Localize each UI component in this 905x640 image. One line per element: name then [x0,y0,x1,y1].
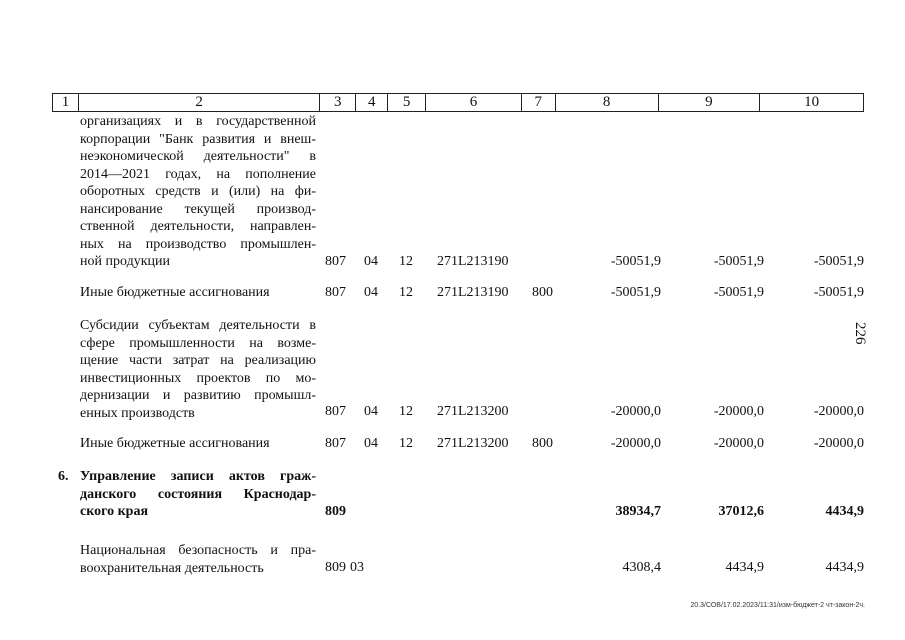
cell-col10: 4434,9 [825,560,864,575]
cell-col8: -50051,9 [610,254,661,269]
cell-col10: -20000,0 [813,436,864,451]
description-line: дернизации и развитию промышл- [80,388,316,403]
cell-col9: -20000,0 [713,436,764,451]
cell-col5: 12 [399,254,413,269]
description-line: сфере промышленности на возме- [80,335,316,351]
description-line: ных на производство промышлен- [80,236,316,252]
cell-col10: -50051,9 [813,285,864,300]
cell-col10: 4434,9 [825,504,864,519]
cell-col4: 04 [364,436,378,451]
footer-file-stamp: 20.3/СОВ/17.02.2023/11:31/изм-бюджет-2 чт-закон-2ч. [690,602,865,609]
cell-col4: 04 [364,404,378,419]
description-line: данского состояния Краснодар- [80,486,316,502]
cell-col10: -50051,9 [813,254,864,269]
description-line: 2014—2021 годах, на пополнение [80,166,316,182]
cell-col8: 38934,7 [615,504,661,519]
header-col-5: 5 [388,94,426,111]
page-number: 226 [852,322,868,345]
row-description [80,468,316,521]
cell-col10: -20000,0 [813,404,864,419]
description-line: енных производств [80,405,195,421]
cell-col4: 04 [364,254,378,269]
header-col-3: 3 [320,94,356,111]
row-description [80,317,316,422]
cell-col3: 809 [325,504,346,519]
cell-col4: 03 [350,560,364,575]
cell-col4: 04 [364,285,378,300]
header-col-7: 7 [522,94,556,111]
description-line: щение части затрат на реализацию [80,353,316,368]
header-col-2: 2 [79,94,320,111]
cell-col9: -20000,0 [713,404,764,419]
header-col-10: 10 [804,94,820,110]
cell-col9: 4434,9 [725,560,764,575]
row-description [80,542,316,577]
cell-col5: 12 [399,404,413,419]
cell-col3: 807 [325,404,346,419]
cell-col8: -20000,0 [610,404,661,419]
row-description [80,113,316,271]
description-line: Национальная безопасность и пра- [80,543,316,558]
cell-col7: 800 [532,436,553,451]
cell-col9: 37012,6 [718,504,764,519]
cell-col6: 271L213200 [437,436,509,451]
header-col-8: 8 [556,94,659,111]
cell-col7: 800 [532,285,553,300]
row-description: Иные бюджетные ассигнования [80,436,270,451]
description-line: ной продукции [80,254,170,269]
header-col-6: 6 [426,94,522,111]
description-line: Субсидии субъектам деятельности в [80,318,316,333]
cell-col6: 271L213190 [437,285,509,300]
description-line: воохранительная деятельность [80,560,264,576]
section-index: 6. [58,469,69,484]
cell-col8: -20000,0 [610,436,661,451]
description-line: организациях и в государственной [80,114,316,129]
cell-col6: 271L213200 [437,404,509,419]
cell-col5: 12 [399,285,413,300]
row-description: Иные бюджетные ассигнования [80,285,270,300]
cell-col8: 4308,4 [622,560,661,575]
header-col-1: 1 [53,94,79,111]
header-col-9: 9 [659,94,761,111]
cell-col5: 12 [399,436,413,451]
cell-col3: 809 [325,560,346,575]
cell-col3: 807 [325,436,346,451]
description-line: нансирование текущей производ- [80,201,316,217]
cell-col3: 807 [325,285,346,300]
table-header [52,93,864,112]
description-line: ского края [80,504,149,519]
description-line: оборотных средств и (или) на фи- [80,184,316,199]
description-line: корпорации "Банк развития и внеш- [80,131,316,147]
cell-col9: -50051,9 [713,285,764,300]
cell-col9: -50051,9 [713,254,764,269]
description-line: ственной деятельности, направлен- [80,219,316,234]
description-line: инвестиционных проектов по мо- [80,370,316,386]
cell-col8: -50051,9 [610,285,661,300]
cell-col6: 271L213190 [437,254,509,269]
description-line: Управление записи актов граж- [80,469,316,484]
cell-col3: 807 [325,254,346,269]
description-line: неэкономической деятельности" в [80,149,316,164]
header-col-4: 4 [356,94,388,111]
